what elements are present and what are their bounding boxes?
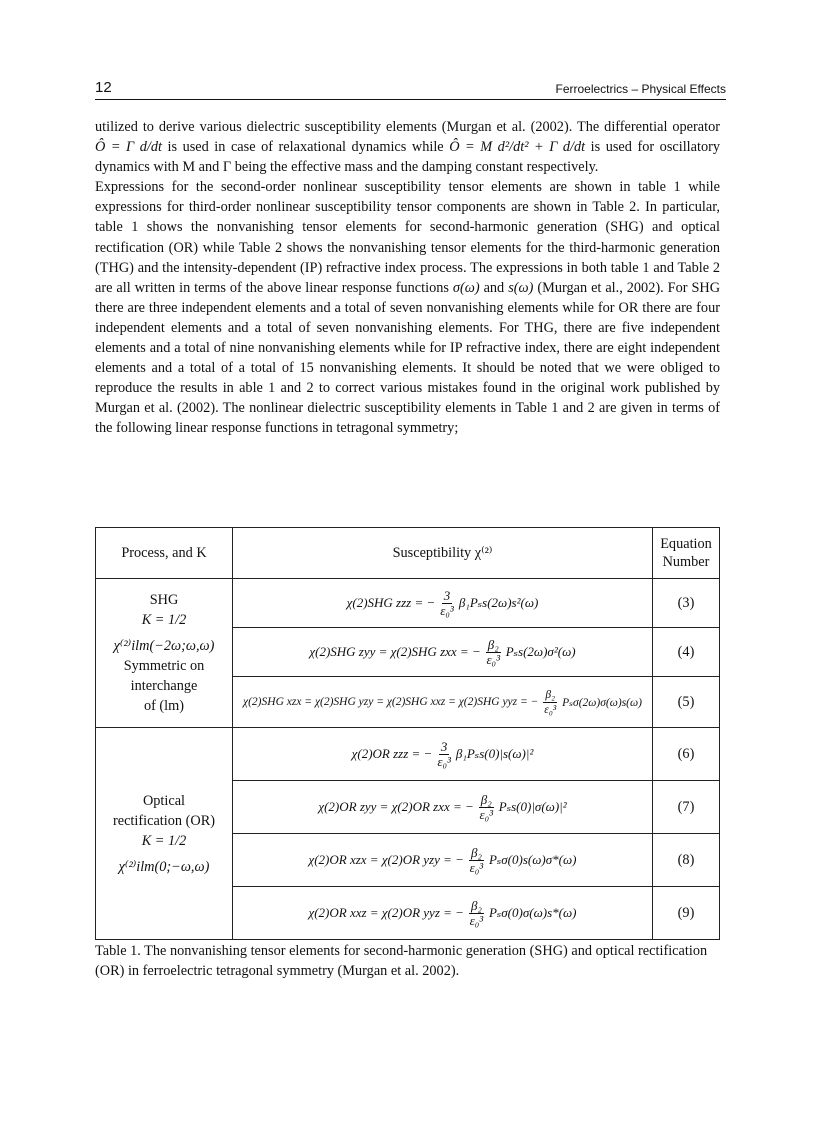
fraction-numerator: β₂ (545, 688, 556, 701)
formula (309, 846, 577, 875)
process-line: χ⁽²⁾ilm(−2ω;ω,ω) (113, 638, 215, 654)
operator-oscillatory: Ô = M d²/dt² + Γ d/dt (449, 139, 586, 156)
header-process: Process, and K (96, 528, 233, 579)
fraction-denominator: ε₀³ (479, 806, 494, 822)
formula (347, 589, 539, 618)
formula-rhs: Pₛs(0)|σ(ω)|² (498, 799, 567, 814)
fraction-numerator: 3 (440, 738, 448, 754)
process-line: K = 1/2 (141, 832, 187, 849)
fraction-denominator: ε₀³ (544, 703, 557, 716)
formula-cell (233, 728, 653, 781)
process-line: χ⁽²⁾ilm(0;−ω,ω) (118, 858, 210, 875)
formula-cell (233, 834, 653, 887)
formula-rhs: Pₛs(2ω)σ²(ω) (505, 644, 576, 659)
equation-number: (8) (653, 834, 720, 887)
formula-cell (233, 781, 653, 834)
p1-line3b: is used for oscillatory dynamics with M and Γ being the effective mass (95, 139, 721, 176)
fraction-denominator: ε₀³ (437, 753, 451, 769)
process-line: interchange (130, 678, 198, 694)
header-equation: Equation Number (653, 528, 720, 579)
formula (352, 740, 534, 769)
equation-number: (9) (653, 887, 720, 940)
paragraph-1 (95, 117, 720, 177)
process-line: of (lm) (143, 698, 185, 714)
fraction (437, 740, 451, 769)
running-title: Ferroelectrics – Physical Effects (555, 82, 726, 96)
fraction-denominator: ε₀³ (440, 602, 454, 618)
page-number: 12 (95, 79, 112, 96)
fraction (440, 589, 454, 618)
p2-and: and (483, 279, 505, 296)
fraction-numerator: β₂ (470, 844, 482, 860)
formula (309, 638, 575, 667)
formula-rhs: Pₛσ(0)s(ω)σ*(ω) (488, 852, 577, 867)
p1-line4: and the damping constant respectively. (376, 159, 599, 176)
p1-line1: utilized to derive various dielectric susceptibility elements (Murgan et al. (2002). The (95, 119, 600, 135)
formula-cell (233, 677, 653, 728)
formula-lhs: χ(2)OR zzz = − (351, 746, 433, 761)
table-row (96, 728, 720, 781)
process-line: Symmetric on (123, 658, 205, 674)
equation-number: (6) (653, 728, 720, 781)
process-line: K = 1/2 (141, 612, 187, 628)
formula-lhs: χ(2)OR xxz = χ(2)OR yyz = − (308, 905, 464, 920)
s-function: s(ω) (508, 279, 534, 296)
formula-lhs: χ(2)SHG zyy = χ(2)SHG zxx = − (309, 644, 481, 659)
p2-part2: (Murgan et al., 2002). For SHG there are three independent elements and a total of seven nonvanishing elements while for OR there are four independent elements and a total of seven nonvanishing elements. For THG, there are five independent elements and a total of nine nonvanishing elements while for IP refractive index, there are eight independent elements and a total of a total of 15 nonvanishing elements. It should be noted that we were obliged to reproduce the results in able 1 and 2 to correct various mistakes found in the original work published by Murgan et al. (2002). The nonlinear dielectric susceptibility elements in Table 1 and 2 are given in terms of the following linear response functions in tetragonal symmetry; (95, 279, 721, 437)
table-1 (95, 527, 720, 940)
header-susceptibility: Susceptibility χ⁽²⁾ (233, 528, 653, 579)
body-text (95, 117, 720, 439)
formula-cell (233, 887, 653, 940)
process-cell-or (96, 728, 233, 940)
formula-lhs: χ(2)SHG zzz = − (346, 595, 436, 610)
fraction (486, 638, 501, 667)
formula-lhs: χ(2)SHG xzx = χ(2)SHG yzy = χ(2)SHG xxz = χ(2)SHG yyz = − (243, 696, 539, 708)
p1-line2a: differential operator (604, 119, 721, 135)
fraction (479, 793, 494, 822)
process-line: Optical (142, 792, 186, 809)
p2-part1: Expressions for the second-order nonlinear susceptibility tensor elements are shown in table 1 while expressions for third-order nonlinear susceptibility tensor components are shown in Table 2. In particular, table 1 shows the nonvanishing tensor elements for second-harmonic generation (SHG) and optical rectification (OR) while Table 2 shows the nonvanishing tensor elements for the third-harmonic generation (THG) and the intensity-dependent (IP) refractive index process. The expressions in both table 1 and Table 2 are all written in terms of the above linear response functions (95, 179, 720, 296)
fraction-numerator: β₂ (487, 636, 499, 652)
table-caption: Table 1. The nonvanishing tensor elements for second-harmonic generation (SHG) and optical rectification (OR) in ferroelectric tetragonal symmetry (Murgan et al. 2002). (95, 943, 708, 979)
equation-number: (7) (653, 781, 720, 834)
equation-number: (5) (653, 677, 720, 728)
formula-cell (233, 628, 653, 677)
sigma-function: σ(ω) (452, 279, 480, 296)
process-line: rectification (OR) (112, 812, 216, 829)
table-header-row (96, 528, 720, 579)
formula-rhs: β₁Pₛs(2ω)s²(ω) (458, 595, 539, 610)
process-line: SHG (149, 592, 179, 608)
formula-rhs: Pₛσ(0)σ(ω)s*(ω) (488, 905, 577, 920)
fraction-numerator: β₂ (470, 897, 482, 913)
formula-lhs: χ(2)OR zyy = χ(2)OR zxx = − (318, 799, 474, 814)
equation-number: (3) (653, 579, 720, 628)
formula (309, 899, 577, 928)
fraction-numerator: β₂ (480, 791, 492, 807)
equation-number: (4) (653, 628, 720, 677)
fraction (543, 688, 557, 717)
running-header (95, 79, 726, 100)
formula-lhs: χ(2)OR xzx = χ(2)OR yzy = − (308, 852, 464, 867)
fraction-denominator: ε₀³ (469, 912, 484, 928)
formula-cell (233, 579, 653, 628)
fraction-denominator: ε₀³ (486, 651, 500, 667)
fraction-denominator: ε₀³ (469, 859, 484, 875)
process-cell-shg (96, 579, 233, 728)
formula (318, 793, 566, 822)
operator-relaxational: Ô = Γ d/dt (95, 139, 162, 156)
fraction-numerator: 3 (443, 587, 451, 603)
paragraph-2 (95, 177, 720, 438)
p1-line2b: is used in case of relaxational dynamics while (167, 139, 444, 156)
formula-rhs: Pₛσ(2ω)σ(ω)s(ω) (562, 697, 642, 709)
formula-rhs: β₁Pₛs(0)|s(ω)|² (455, 746, 534, 761)
fraction (469, 899, 484, 928)
fraction (469, 846, 484, 875)
table-row (96, 579, 720, 628)
formula (243, 688, 642, 717)
